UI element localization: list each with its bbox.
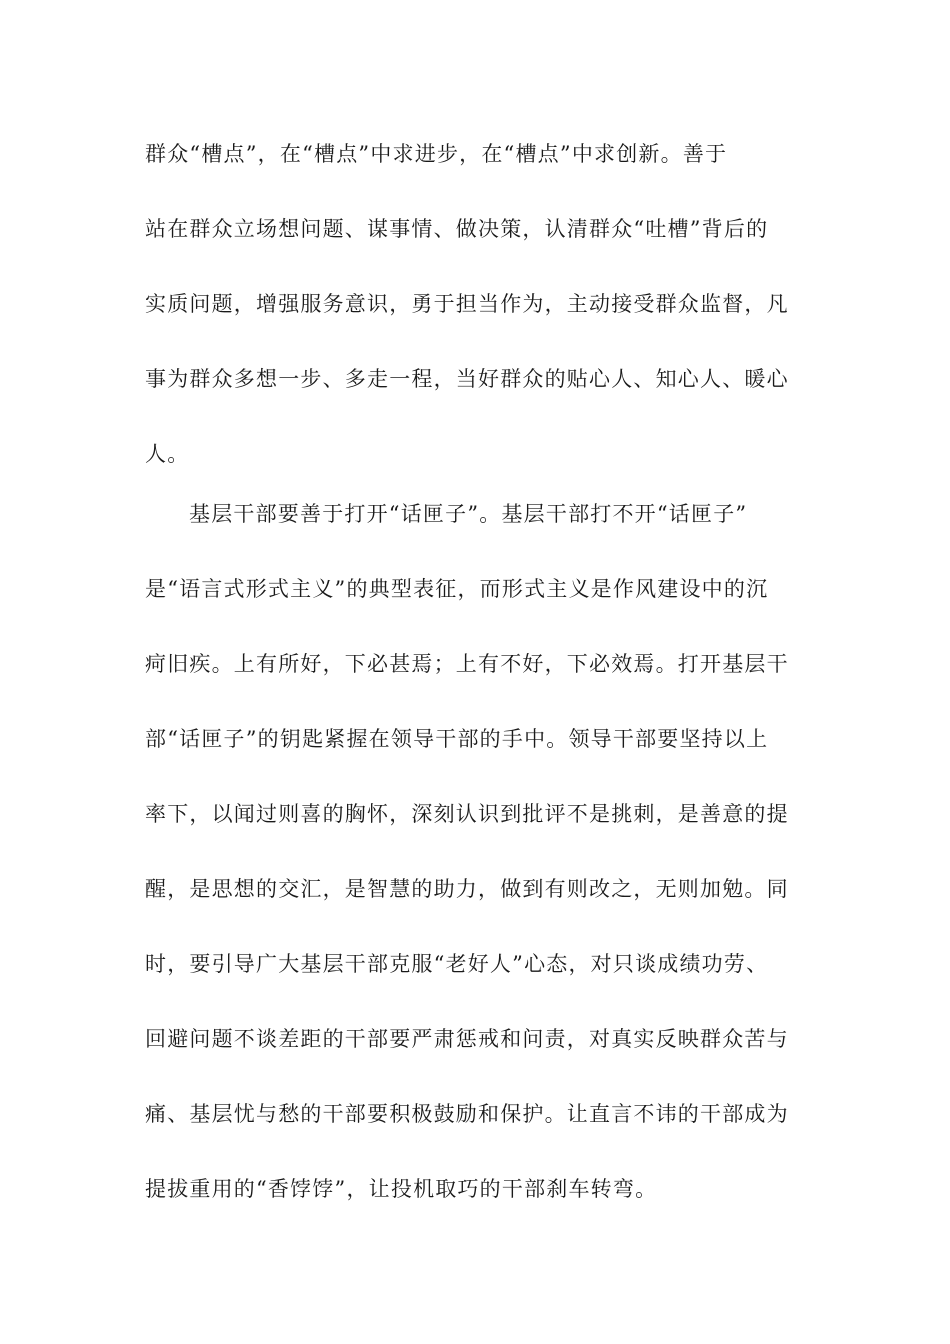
paragraph-2-line-3: 疴旧疾。上有所好，下必甚焉；上有不好，下必效焉。打开基层干 bbox=[145, 652, 789, 676]
paragraph-2-line-9: 痛、基层忧与愁的干部要积极鼓励和保护。让直言不讳的干部成为 bbox=[145, 1102, 789, 1126]
paragraph-2-line-7: 时，要引导广大基层干部克服“老好人”心态，对只谈成绩功劳、 bbox=[145, 952, 769, 976]
paragraph-2-line-10: 提拔重用的“香饽饽”，让投机取巧的干部刹车转弯。 bbox=[145, 1177, 658, 1201]
paragraph-2-line-4: 部“话匣子”的钥匙紧握在领导干部的手中。领导干部要坚持以上 bbox=[145, 727, 769, 751]
paragraph-1-line-4: 事为群众多想一步、多走一程，当好群众的贴心人、知心人、暖心 bbox=[145, 367, 789, 391]
paragraph-2-line-8: 回避问题不谈差距的干部要严肃惩戒和问责，对真实反映群众苦与 bbox=[145, 1027, 789, 1051]
paragraph-2-line-1: 基层干部要善于打开“话匣子”。基层干部打不开“话匣子” bbox=[189, 502, 748, 526]
paragraph-2-line-6: 醒，是思想的交汇，是智慧的助力，做到有则改之，无则加勉。同 bbox=[145, 877, 789, 901]
paragraph-1-line-1: 群众“槽点”，在“槽点”中求进步，在“槽点”中求创新。善于 bbox=[145, 142, 728, 166]
paragraph-1-line-3: 实质问题，增强服务意识，勇于担当作为，主动接受群众监督，凡 bbox=[145, 292, 789, 316]
paragraph-2-line-5: 率下，以闻过则喜的胸怀，深刻认识到批评不是挑刺，是善意的提 bbox=[145, 802, 789, 826]
paragraph-1-line-2: 站在群众立场想问题、谋事情、做决策，认清群众“吐槽”背后的 bbox=[145, 217, 769, 241]
paragraph-1-line-5: 人。 bbox=[145, 442, 190, 466]
paragraph-2-line-2: 是“语言式形式主义”的典型表征，而形式主义是作风建设中的沉 bbox=[145, 577, 769, 601]
